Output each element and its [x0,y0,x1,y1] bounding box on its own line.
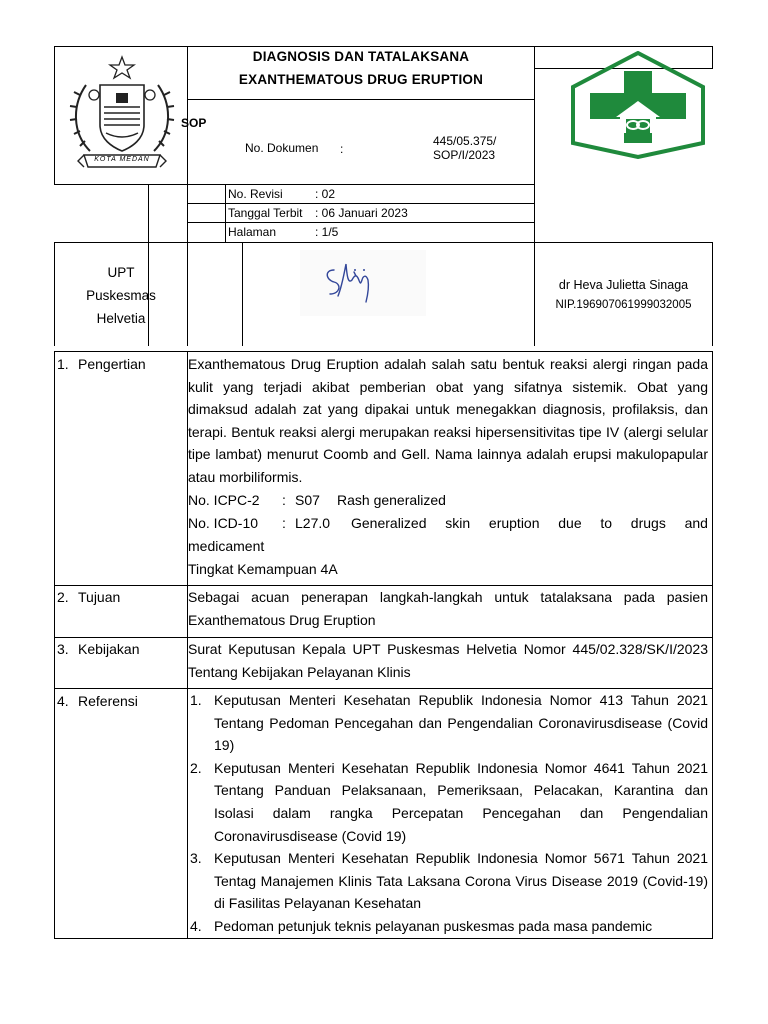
org-name-line-1: UPT [107,265,135,280]
document-number-label: No. Dokumen [245,141,319,155]
competency-level: Tingkat Kemampuan 4A [188,561,338,577]
signer-nip: NIP.196907061999032005 [555,299,692,311]
page-value: : 1/5 [315,225,339,239]
section-title: Tujuan [78,589,121,605]
icd-word: due [558,515,582,531]
icpc-separator: : [282,492,286,508]
issue-date-value: : 06 Januari 2023 [315,206,408,220]
referensi-list-viewport [54,688,712,935]
list-item-text: Pedoman petunjuk teknis pelayanan puskesmas pada masa pandemic [214,917,653,934]
list-item-text: Keputusan Menteri Kesehatan Republik Indonesia Nomor 4641 Tahun 2021 Tentang Panduan Pelaksanaan, Pemeriksaan, Pelacakan, Karantina dan Isolasi dalam rangka Percepatan Pencegahan dan Pengendalian Coronavirusdisease (Covid 19) [214,759,708,844]
document-number-separator: : [340,142,344,156]
tujuan-text: Sebagai acuan penerapan langkah-langkah untuk tatalaksana pada pasien Exanthematous Drug Eruption [188,589,708,628]
list-item-number: 4. [190,917,202,934]
list-item [188,689,708,757]
document-title-line-2: EXANTHEMATOUS DRUG ERUPTION [238,72,484,87]
signer-name: dr Heva Julietta Sinaga [558,278,689,292]
section-pengertian-label [57,353,146,376]
section-title: Kebijakan [78,641,140,657]
list-item-text: Keputusan Menteri Kesehatan Republik Indonesia Nomor 5671 Tahun 2021 Tentag Manajemen Klinis Tata Laksana Corona Virus Disease 2019 (Covid-19) di Fasilitas Pelayanan Kesehatan [214,850,708,912]
org-name-line-2: Puskesmas [86,288,156,303]
org-name-line-3: Helvetia [96,311,146,326]
icd-word: skin [445,515,471,531]
revision-value: : 02 [315,187,336,201]
icd-word: drugs [630,515,666,531]
icd-word: and [684,515,708,531]
signature-image [300,250,426,316]
sop-label: SOP [181,116,207,130]
city-emblem-ribbon-text: KOTA MEDAN [94,156,150,163]
list-item-number: 1. [190,692,202,708]
section-kebijakan-label [57,638,140,661]
section-title: Pengertian [78,356,146,372]
icpc-code: S07 [295,492,320,508]
issue-date-label: Tanggal Terbit [228,206,303,220]
referensi-list [188,689,708,935]
icd-word: to [600,515,613,531]
icpc-description: Rash generalized [337,492,446,508]
section-number: 4. [57,693,69,709]
icd-description-continued: medicament [188,538,265,554]
list-item-text: Keputusan Menteri Kesehatan Republik Indonesia Nomor 413 Tahun 2021 Tentang Pedoman Pencegahan dan Pengendalian Coronavirusdisease (Covid 19) [214,692,708,754]
icd-description [351,512,708,535]
icpc-label: No. ICPC-2 [188,492,260,508]
document-title-line-1: DIAGNOSIS DAN TATALAKSANA [252,49,470,64]
section-tujuan-label [57,586,120,609]
icd-word: Generalized [351,515,427,531]
city-emblem-logo [66,55,178,173]
list-item [188,847,708,915]
icd-word: eruption [488,515,540,531]
section-title: Referensi [78,693,138,709]
icd-separator: : [282,515,286,531]
list-item-number: 3. [190,850,202,867]
kebijakan-text: Surat Keputusan Kepala UPT Puskesmas Helvetia Nomor 445/02.328/SK/I/2023 Tentang Kebijakan Pelayanan Klinis [188,641,708,680]
icd-code: L27.0 [295,515,331,531]
pengertian-paragraph: Exanthematous Drug Eruption adalah salah satu bentuk reaksi alergi ringan pada kulit yang terjadi akibat pemberian obat yang sifatnya sistemik. Obat yang dimaksud adalah zat yang dipakai untuk menegakkan diagnosis, profilaksis, dan terapi. Bentuk reaksi alergi merupakan reaksi hipersensitivitas tipe IV (alergi selular tipe lambat) menurut Coomb and Gell. Nama lainnya adalah erupsi makulopapular atau morbiliformis. [188,356,708,485]
section-number: 1. [57,356,69,372]
list-item [188,757,708,847]
document-number-value-line-1: 445/05.375/ [433,134,497,148]
list-item [188,915,708,935]
page-label: Halaman [228,225,277,239]
section-number: 2. [57,589,69,605]
revision-label: No. Revisi [228,187,283,201]
list-item-number: 2. [190,759,202,776]
document-number-value-line-2: SOP/I/2023 [433,148,496,162]
icd-label: No. ICD-10 [188,515,259,531]
section-number: 3. [57,641,69,657]
puskesmas-logo [566,51,710,159]
